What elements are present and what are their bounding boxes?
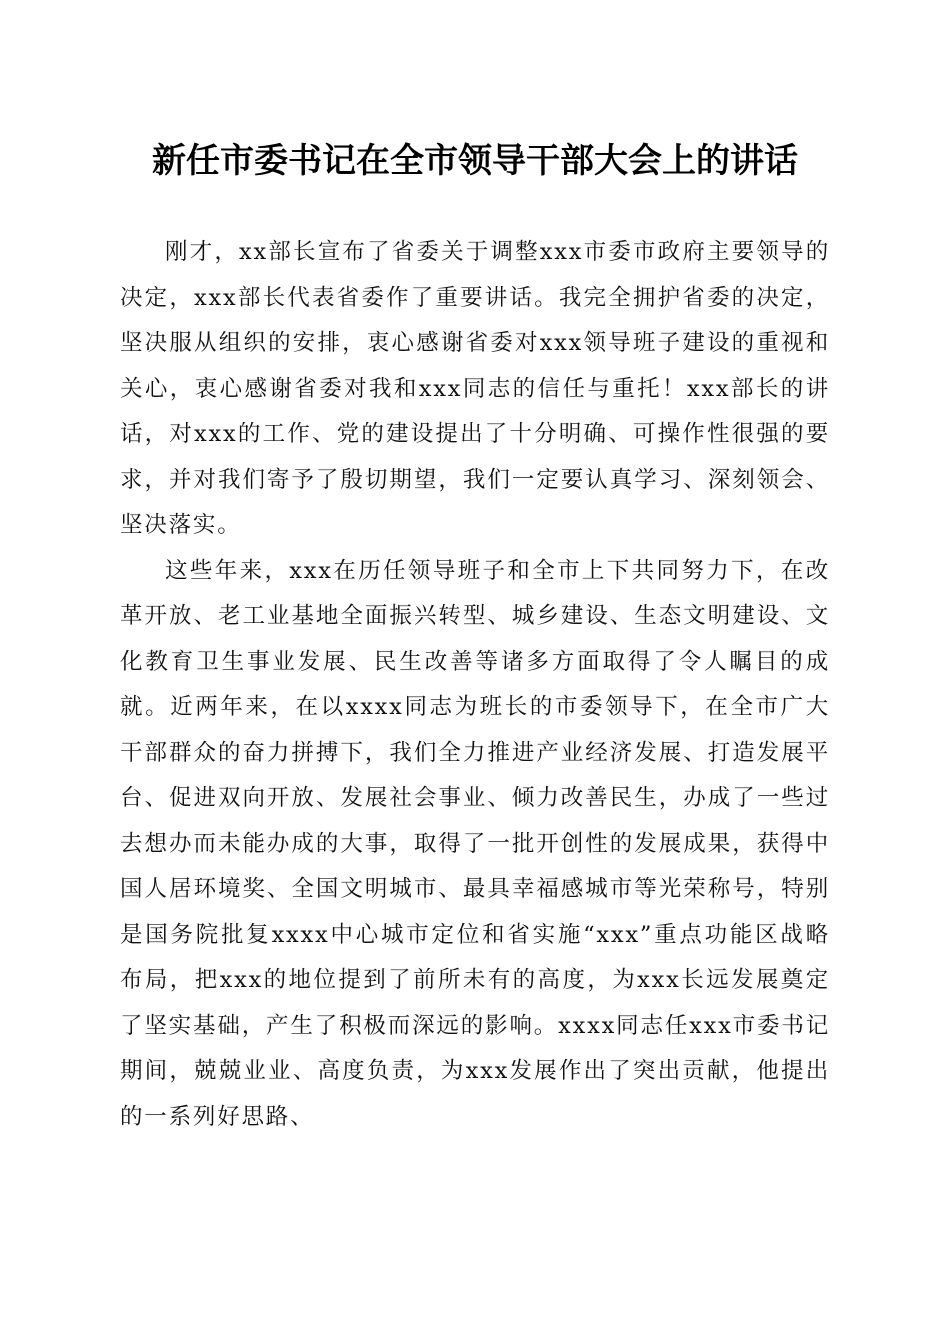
document-body xyxy=(120,230,830,1140)
document-title: 新任市委书记在全市领导干部大会上的讲话 xyxy=(152,141,798,181)
paragraph-2: 这些年来，xxx在历任领导班子和全市上下共同努力下，在改革开放、老工业基地全面振兴转型、城乡建设、生态文明建设、文化教育卫生事业发展、民生改善等诸多方面取得了令人瞩目的成就。近两年来，在以xxxx同志为班长的市委领导下，在全市广大干部群众的奋力拼搏下，我们全力推进产业经济发展、打造发展平台、促进双向开放、发展社会事业、倾力改善民生，办成了一些过去想办而未能办成的大事，取得了一批开创性的发展成果，获得中国人居环境奖、全国文明城市、最具幸福感城市等光荣称号，特别是国务院批复xxxx中心城市定位和省实施“xxx”重点功能区战略布局，把xxx的地位提到了前所未有的高度，为xxx长远发展奠定了坚实基础，产生了积极而深远的影响。xxxx同志任xxx市委书记期间，兢兢业业、高度负责，为xxx发展作出了突出贡献，他提出的一系列好思路、 xyxy=(120,557,830,1130)
paragraph-1: 刚才，xx部长宣布了省委关于调整xxx市委市政府主要领导的决定，xxx部长代表省委作了重要讲话。我完全拥护省委的决定，坚决服从组织的安排，衷心感谢省委对xxx领导班子建设的重视和关心，衷心感谢省委对我和xxx同志的信任与重托！xxx部长的讲话，对xxx的工作、党的建设提出了十分明确、可操作性很强的要求，并对我们寄予了殷切期望，我们一定要认真学习、深刻领会、坚决落实。 xyxy=(120,239,830,538)
